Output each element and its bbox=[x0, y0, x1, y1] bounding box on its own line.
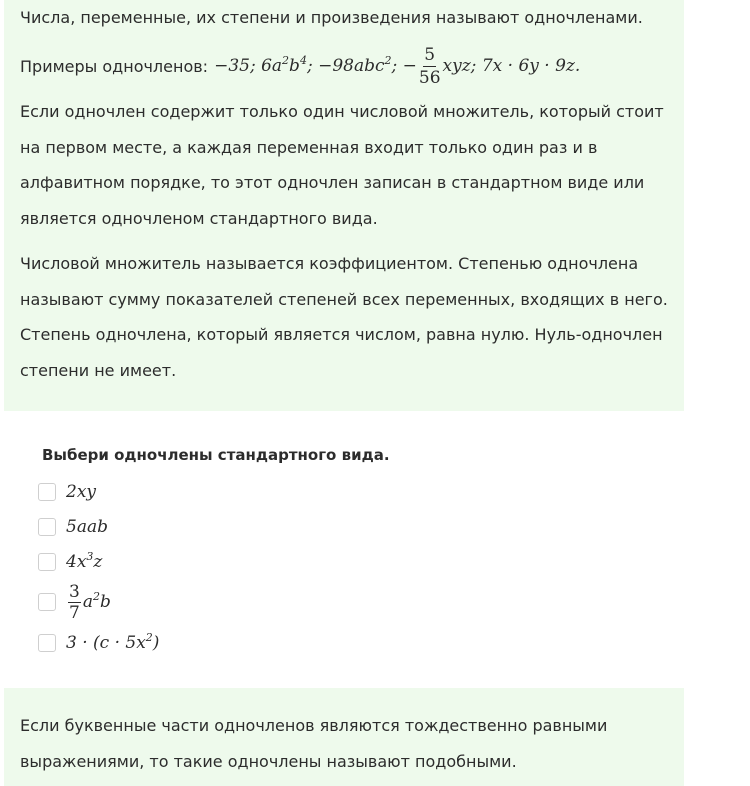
monomial-examples bbox=[20, 40, 668, 92]
task-block bbox=[42, 440, 682, 660]
similar-monomials-card bbox=[4, 688, 684, 786]
example-2: $6a^2b^4$; bbox=[261, 53, 313, 76]
option-label: $3 \cdot (c \cdot 5x^2)$ bbox=[66, 630, 160, 653]
coefficient-definition: Числовой множитель называется коэффициентом. Степенью одночлена называют сумму показателей степеней всех переменных, входящих в него. Степень одночлена, который является числом, равна нулю. Нуль-одночлен степени не имеет. bbox=[20, 254, 668, 380]
option-label: 5aab bbox=[66, 516, 108, 537]
option-3-c-5x2[interactable] bbox=[38, 625, 682, 660]
checkbox[interactable] bbox=[38, 634, 56, 652]
option-label: $\frac{3}{7}$ $a^2b$ bbox=[69, 581, 111, 623]
task-title: Выбери одночлены стандартного вида. bbox=[42, 446, 390, 464]
example-formula bbox=[214, 44, 580, 89]
answer-options bbox=[38, 474, 682, 660]
monomial-definition: Числа, переменные, их степени и произведения называют одночленами. bbox=[20, 8, 643, 27]
option-4x3z[interactable] bbox=[38, 544, 682, 579]
similar-monomials-definition: Если буквенные части одночленов являются тождественно равными выражениями, то такие одночлены называют подобными. bbox=[20, 716, 608, 771]
example-3: −98abc$^2$; bbox=[318, 53, 398, 76]
option-fraction-a2b[interactable] bbox=[38, 579, 682, 625]
option-label: $4x^3z$ bbox=[66, 549, 103, 572]
checkbox[interactable] bbox=[38, 483, 56, 501]
checkbox[interactable] bbox=[38, 593, 56, 611]
option-label: 2xy bbox=[66, 481, 97, 502]
example-4-fraction: $\frac{5}{56}$ bbox=[418, 44, 441, 88]
checkbox[interactable] bbox=[38, 553, 56, 571]
example-5: 7x · 6y · 9z. bbox=[481, 55, 581, 76]
option-2xy[interactable] bbox=[38, 474, 682, 509]
example-1: −35; bbox=[214, 55, 256, 76]
checkbox[interactable] bbox=[38, 518, 56, 536]
examples-label: Примеры одночленов: bbox=[20, 56, 209, 76]
example-4: − $\frac{5}{56}$ xyz; bbox=[402, 44, 477, 88]
standard-form-definition: Если одночлен содержит только один числовой множитель, который стоит на первом месте, а каждая переменная входит только один раз и в алфавитном порядке, то этот одночлен записан в стандартном виде или является одночленом стандартного вида. bbox=[20, 102, 664, 228]
option-fraction: $\frac{3}{7}$ bbox=[69, 581, 80, 623]
theory-card bbox=[4, 0, 684, 411]
option-5aab[interactable] bbox=[38, 509, 682, 544]
